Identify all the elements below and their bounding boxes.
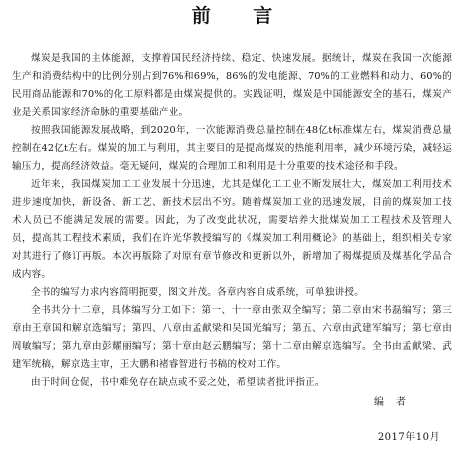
signature-date: 2017年10月 bbox=[377, 432, 440, 443]
paragraph-book-style: 全书的编写力求内容简明扼要，图文并茂。各章内容自成系统，可单独讲授。 bbox=[31, 287, 364, 298]
paragraph-closing: 由于时间仓促，书中难免存在缺点或不妥之处，希望读者批评指正。 bbox=[31, 377, 325, 388]
paragraph-coal-importance: 煤炭是我国的主体能源，支撑着国民经济持续、稳定、快速发展。据统计，煤炭在我国一次能源生产和消费结构中的比例分别占到76%和69%，86%的发电能源、70%的工业燃料和动力、60%的民用商品能源和70%的化工原料都是由煤炭提供的。实践证明，煤炭是中国能源安全的基石，煤炭产业是关系国家经济命脉的重要基础产业。 bbox=[12, 53, 452, 118]
paragraph-industry-development: 近年来，我国煤炭加工工业发展十分迅速，尤其是煤化工工业不断发展壮大，煤炭加工利用技术进步速度加快，新设备、新工艺、新技术层出不穷。随着煤炭加工业的迅速发展，目前的煤炭加工技术人员已不能满足发展的需要。因此，为了改变此状况，需要培养大批煤炭加工工程技术及管理人员，提高其工程技术素质，我们在许光华教授编写的《煤炭加工利用概论》的基础上，组织相关专家对其进行了修订再版。本次再版除了对原有章节修改和更新以外，新增加了褐煤提质及煤基化学品合成内容。 bbox=[12, 179, 452, 280]
paragraph-energy-strategy: 按照我国能源发展战略，到2020年，一次能源消费总量控制在48亿t标准煤左右，煤炭消费总量控制在42亿t左右。煤炭的加工与利用，其主要目的是提高煤炭的热能利用率，减少环境污染，减轻运输压力，提高经济效益。毫无疑问，煤炭的合理加工和利用是十分重要的技术途径和手段。 bbox=[12, 125, 452, 172]
page-title: 前 言 bbox=[191, 5, 291, 27]
signature-author: 编者 bbox=[374, 397, 418, 408]
paragraph-authors: 全书共分十二章，具体编写分工如下：第一、十一章由张双全编写；第二章由宋书磊编写；第三章由王章国和解京选编写；第四、八章由孟献梁和吴国光编写；第五、六章由武建军编写；第七章由周敏编写；第九章由彭耀丽编写；第十章由赵云鹏编写；第十二章由解京选编写。全书由孟献梁、武建军统稿，解京选主审，王大鹏和褚睿智进行书稿的校对工作。 bbox=[12, 305, 452, 370]
preface-page bbox=[12, 0, 452, 464]
preface-body bbox=[12, 50, 452, 392]
